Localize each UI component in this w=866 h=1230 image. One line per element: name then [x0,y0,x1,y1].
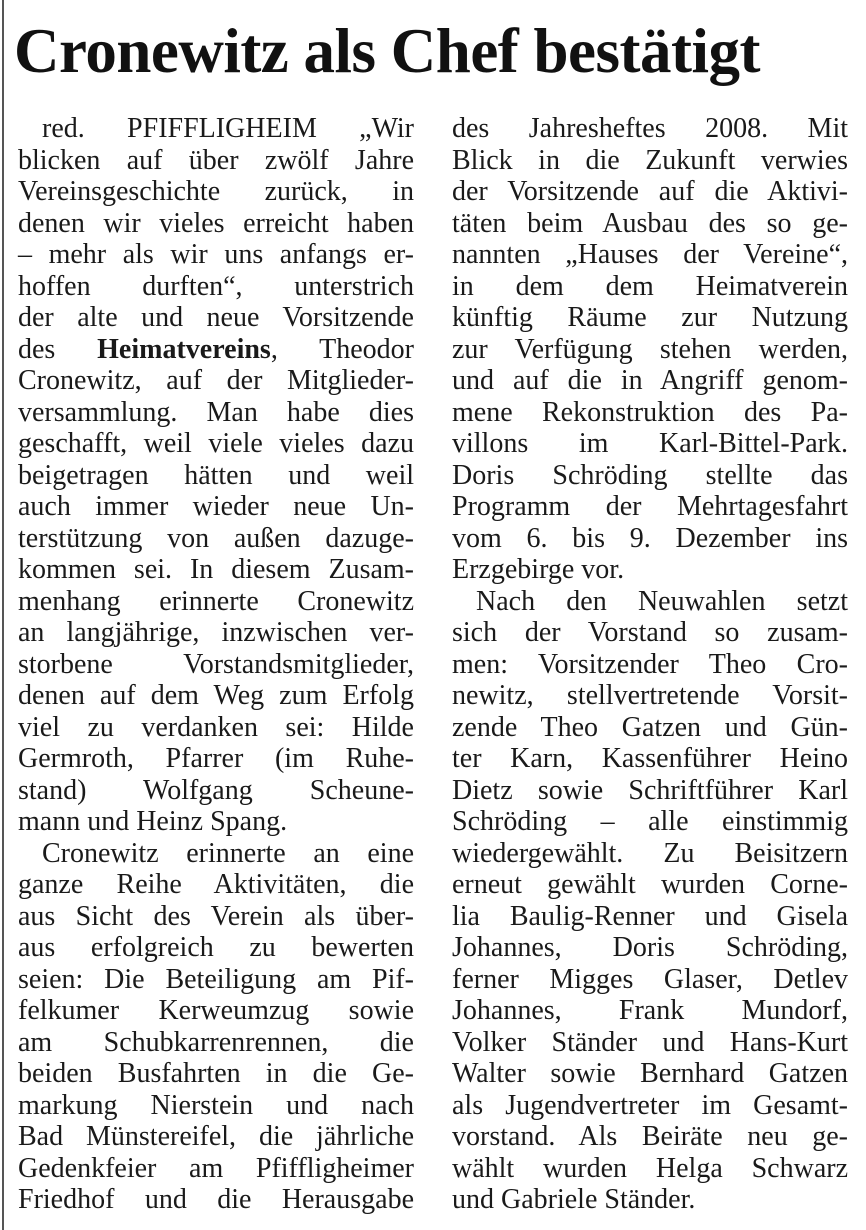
text-line: Blick in die Zukunft verwies [452,144,848,176]
article-column-right [452,113,848,1216]
article-headline: Cronewitz als Chef bestätigt [14,16,760,86]
text-line: Schröding – alle einstimmig [452,806,848,837]
text-line: Bad Münstereifel, die jährliche [18,1121,414,1152]
text-line: denen auf dem Weg zum Erfolg [18,680,414,711]
text-line: storbene Vorstandsmitglieder, [18,648,414,680]
text-line: red. PFIFFLIGHEIM „Wir [42,113,414,144]
text-line: men: Vorsitzender Theo Cro- [452,648,848,680]
text-line: Dietz sowie Schriftführer Karl [452,774,848,806]
text-line: aus Sicht des Verein als über- [18,900,414,932]
text-line: wählt wurden Helga Schwarz [452,1152,848,1184]
text-line: erneut gewählt wurden Corne- [452,869,848,900]
text-line: mene Rekonstruktion des Pa- [452,396,848,428]
text-line-with-bold [18,334,414,366]
text-line: Erzgebirge vor. [452,554,625,585]
text-line: Nach den Neuwahlen setzt [476,585,848,617]
text-line: seien: Die Beteiligung am Pif- [18,963,414,995]
text-line: Johannes, Frank Mundorf, [452,995,848,1026]
page-edge-rule [2,0,4,1230]
text-line: Friedhof und die Herausgabe [18,1184,414,1215]
text-line: Cronewitz erinnerte an eine [42,837,414,869]
text-line: versammlung. Man habe dies [18,396,414,428]
text-line: Walter sowie Bernhard Gatzen [452,1058,848,1089]
text-line: zur Verfügung stehen werden, [452,333,848,365]
text-line: der Vorsitzende auf die Aktivi- [452,176,848,207]
text-line: markung Nierstein und nach [18,1089,414,1121]
text-line: blicken auf über zwölf Jahre [18,144,414,176]
bold-term-heimatverein: Heimatvereins [97,333,271,365]
text-line: Vereinsgeschichte zurück, in [18,176,414,207]
text-line: Programm der Mehrtagesfahrt [452,491,848,522]
text-line: denen wir vieles erreicht haben [18,207,414,239]
text-line: als Jugendvertreter im Gesamt- [452,1089,848,1121]
text-line: lia Baulig-Renner und Gisela [452,900,848,932]
text-line: und Gabriele Ständer. [452,1184,696,1215]
text-line: beiden Busfahrten in die Ge- [18,1058,414,1089]
text-line: Volker Ständer und Hans-Kurt [452,1026,848,1058]
text-line: sich der Vorstand so zusam- [452,617,848,648]
text-line: der alte und neue Vorsitzende [18,302,414,333]
text-run: des [18,333,56,365]
text-line: ganze Reihe Aktivitäten, die [18,869,414,900]
text-line: terstützung von außen dazuge- [18,522,414,554]
text-line: nannten „Hauses der Vereine“, [452,239,848,270]
text-line: wiedergewählt. Zu Beisitzern [452,837,848,869]
text-line: geschafft, weil viele vieles dazu [18,428,414,459]
text-line: kommen sei. In diesem Zusam- [18,554,414,585]
text-line: menhang erinnerte Cronewitz [18,585,414,617]
text-line: stand) Wolfgang Scheune- [18,774,414,806]
text-line: newitz, stellvertretende Vorsit- [452,680,848,711]
text-line: des Jahresheftes 2008. Mit [452,113,848,144]
text-line: vorstand. Als Beiräte neu ge- [452,1121,848,1152]
text-line: ferner Migges Glaser, Detlev [452,963,848,995]
text-line: beigetragen hätten und weil [18,459,414,491]
text-line: in dem dem Heimatverein [452,270,848,302]
text-line: hoffen durften“, unterstrich [18,270,414,302]
text-line: Cronewitz, auf der Mitglieder- [18,365,414,396]
article-column-left [18,113,414,1216]
text-line: – mehr als wir uns anfangs er- [18,239,414,270]
text-line: mann und Heinz Spang. [18,806,288,837]
text-line: Gedenkfeier am Pfiffligheimer [18,1152,414,1184]
text-line: und auf die in Angriff genom- [452,365,848,396]
text-line: aus erfolgreich zu bewerten [18,932,414,963]
text-line: felkumer Kerweumzug sowie [18,995,414,1026]
text-line: Johannes, Doris Schröding, [452,932,848,963]
text-line: Doris Schröding stellte das [452,459,848,491]
text-line: an langjährige, inzwischen ver- [18,617,414,648]
text-line: Germroth, Pfarrer (im Ruhe- [18,743,414,774]
text-line: ter Karn, Kassenführer Heino [452,743,848,774]
text-line: viel zu verdanken sei: Hilde [18,711,414,743]
text-line: täten beim Ausbau des so ge- [452,207,848,239]
text-line: künftig Räume zur Nutzung [452,302,848,333]
text-line: zende Theo Gatzen und Gün- [452,711,848,743]
text-line: villons im Karl-Bittel-Park. [452,428,848,459]
text-run: , Theodor [270,333,414,365]
text-line: am Schubkarrenrennen, die [18,1026,414,1058]
text-line: vom 6. bis 9. Dezember ins [452,522,848,554]
text-line: auch immer wieder neue Un- [18,491,414,522]
